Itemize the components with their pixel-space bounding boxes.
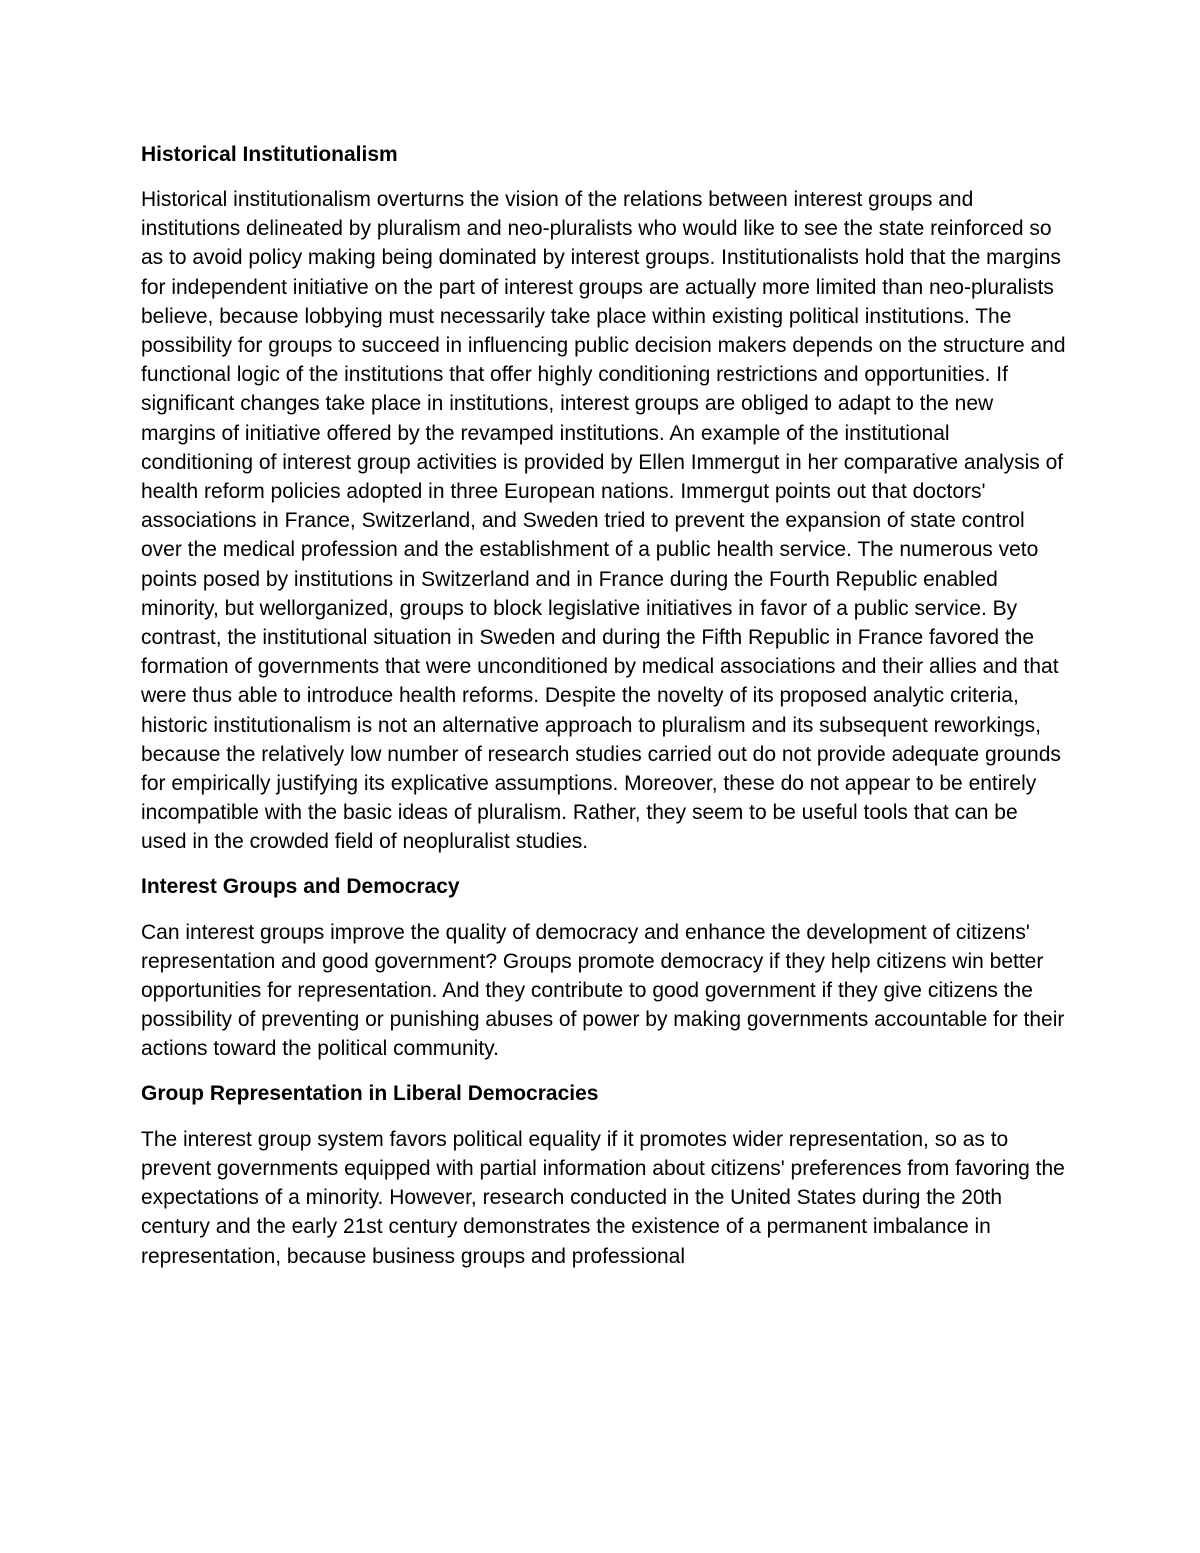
paragraph-historical-institutionalism: Historical institutionalism overturns the vision of the relations between interest groups and institutions delineated by pluralism and neo-pluralists who would like to see the state reinforced so as to avoid policy making being dominated by interest groups. Institutionalists hold that the margins for independent initiative on the part of interest groups are actually more limited than neo-pluralists believe, because lobbying must necessarily take place within existing political institutions. The possibility for groups to succeed in influencing public decision makers depends on the structure and functional logic of the institutions that offer highly conditioning restrictions and opportunities. If significant changes take place in institutions, interest groups are obliged to adapt to the new margins of initiative offered by the revamped institutions. An example of the institutional conditioning of interest group activities is provided by Ellen Immergut in her comparative analysis of health reform policies adopted in three European nations. Immergut points out that doctors' associations in France, Switzerland, and Sweden tried to prevent the expansion of state control over the medical profession and the establishment of a public health service. The numerous veto points posed by institutions in Switzerland and in France during the Fourth Republic enabled minority, but wellorganized, groups to block legislative initiatives in favor of a public service. By contrast, the institutional situation in Sweden and during the Fifth Republic in France favored the formation of governments that were unconditioned by medical associations and their allies and that were thus able to introduce health reforms. Despite the novelty of its proposed analytic criteria, historic institutionalism is not an alternative approach to pluralism and its subsequent reworkings, because the relatively low number of research studies carried out do not provide adequate grounds for empirically justifying its explicative assumptions. Moreover, these do not appear to be entirely incompatible with the basic ideas of pluralism. Rather, they seem to be useful tools that can be used in the crowded field of neopluralist studies.	[141, 188, 1066, 854]
heading-spacer	[141, 1108, 1066, 1125]
section-heading-interest-groups-democracy: Interest Groups and Democracy	[141, 874, 460, 898]
document-body	[141, 140, 1066, 1271]
section-spacer	[141, 1064, 1066, 1079]
section-spacer	[141, 857, 1066, 872]
section-heading-group-representation: Group Representation in Liberal Democracies	[141, 1081, 599, 1105]
paragraph-interest-groups-democracy: Can interest groups improve the quality of democracy and enhance the development of citizens' representation and good government? Groups promote democracy if they help citizens win better opportunities for representation. And they contribute to good government if they give citizens the possibility of preventing or punishing abuses of power by making governments accountable for their actions toward the political community.	[141, 920, 1065, 1061]
paragraph-group-representation: The interest group system favors political equality if it promotes wider representation, so as to prevent governments equipped with partial information about citizens' preferences from favoring the expectations of a minority. However, research conducted in the United States during the 20th century and the early 21st century demonstrates the existence of a permanent imbalance in representation, because business groups and professional	[141, 1127, 1065, 1268]
section-heading-historical-institutionalism: Historical Institutionalism	[141, 143, 398, 166]
heading-spacer	[141, 901, 1066, 918]
